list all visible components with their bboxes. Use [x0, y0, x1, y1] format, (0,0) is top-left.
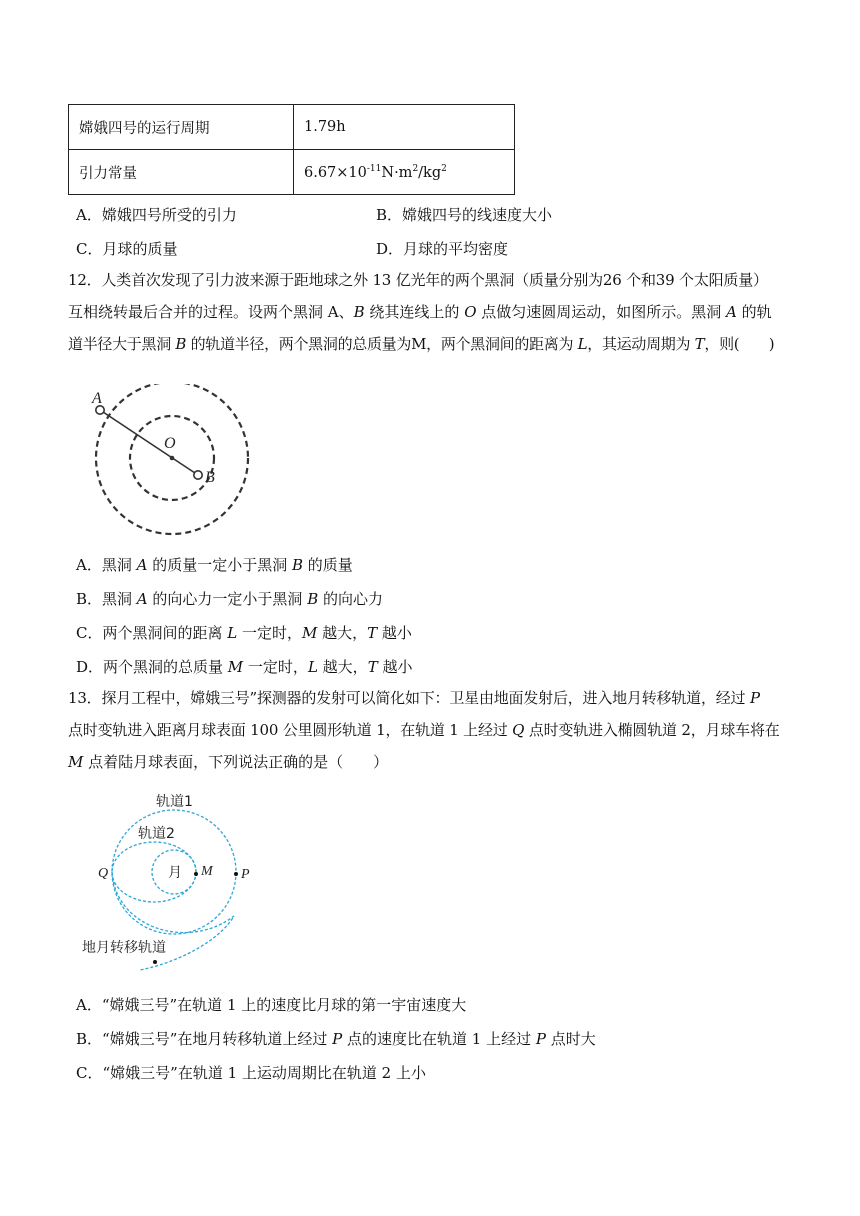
table-cell-label: 嫦娥四号的运行周期: [69, 105, 294, 150]
table-row: [69, 105, 515, 150]
center-o: [170, 456, 175, 461]
orbit-1-label: 轨道1: [156, 794, 193, 810]
q12-option-d: D．两个黑洞的总质量 M 一定时，L 越大，T 越小: [76, 658, 413, 676]
label-b: B: [205, 469, 215, 486]
label-p: P: [241, 867, 250, 882]
q11-option-c: C．月球的质量: [76, 240, 178, 258]
q12-option-c: C．两个黑洞间的距离 L 一定时，M 越大，T 越小: [76, 624, 412, 642]
q13-line-1: 13．探月工程中，嫦娥三号”探测器的发射可以简化如下：卫星由地面发射后，进入地月转移轨道，经过 P: [68, 689, 760, 707]
table-cell-value: $6.67\times 10^{-11}N\cdot m^2/kg^2$: [294, 150, 515, 195]
q11-option-d: D．月球的平均密度: [376, 240, 509, 258]
q13-option-c: C．“嫦娥三号”在轨道 1 上运动周期比在轨道 2 上小: [76, 1064, 426, 1082]
q11-option-b: B．嫦娥四号的线速度大小: [376, 206, 553, 224]
lunar-orbit-figure: [80, 790, 270, 972]
label-o: O: [164, 435, 176, 452]
connecting-line: [100, 410, 198, 475]
black-hole-a: [96, 406, 104, 414]
transfer-orbit-label: 地月转移轨道: [82, 940, 166, 956]
label-q: Q: [98, 866, 109, 881]
q12-line-3: 道半径大于黑洞 B 的轨道半径，两个黑洞的总质量为M，两个黑洞间的距离为 L，其运动周期为 T，则( ): [68, 335, 775, 353]
data-table: [68, 104, 515, 195]
point-p: [234, 872, 238, 876]
table-row: [69, 150, 515, 195]
q12-line-1: 12．人类首次发现了引力波来源于距地球之外 13 亿光年的两个黑洞（质量分别为26 个和39 个太阳质量）: [68, 271, 768, 289]
orbit-2: [112, 842, 196, 902]
point-m: [194, 872, 198, 876]
q13-line-3: M 点着陆月球表面，下列说法正确的是（ ）: [68, 753, 389, 771]
q11-option-a: A．嫦娥四号所受的引力: [76, 206, 237, 224]
label-a: A: [92, 390, 102, 407]
q13-option-b: B．“嫦娥三号”在地月转移轨道上经过 P 点的速度比在轨道 1 上经过 P 点时大: [76, 1030, 596, 1048]
q13-line-2: 点时变轨进入距离月球表面 100 公里圆形轨道 1，在轨道 1 上经过 Q 点时变轨进入椭圆轨道 2，月球车将在: [68, 721, 780, 739]
q13-stem: [68, 682, 792, 778]
table-cell-label: 引力常量: [69, 150, 294, 195]
q12-stem: [68, 264, 792, 360]
table-cell-value: 1.79h: [294, 105, 515, 150]
q12-option-a: A．黑洞 A 的质量一定小于黑洞 B 的质量: [76, 556, 353, 574]
q13-option-a: A．“嫦娥三号”在轨道 1 上的速度比月球的第一宇宙速度大: [76, 996, 467, 1014]
q12-option-b: B．黑洞 A 的向心力一定小于黑洞 B 的向心力: [76, 590, 383, 608]
binary-black-hole-figure: [80, 384, 250, 536]
orbit-2-label: 轨道2: [138, 826, 175, 842]
black-hole-b: [194, 471, 202, 479]
moon-label: 月: [168, 865, 182, 881]
label-m: M: [201, 864, 213, 879]
q12-line-2: 互相绕转最后合并的过程。设两个黑洞 A、B 绕其连线上的 O 点做匀速圆周运动，如图所示。黑洞 A 的轨: [68, 303, 772, 321]
transfer-point: [153, 960, 157, 964]
